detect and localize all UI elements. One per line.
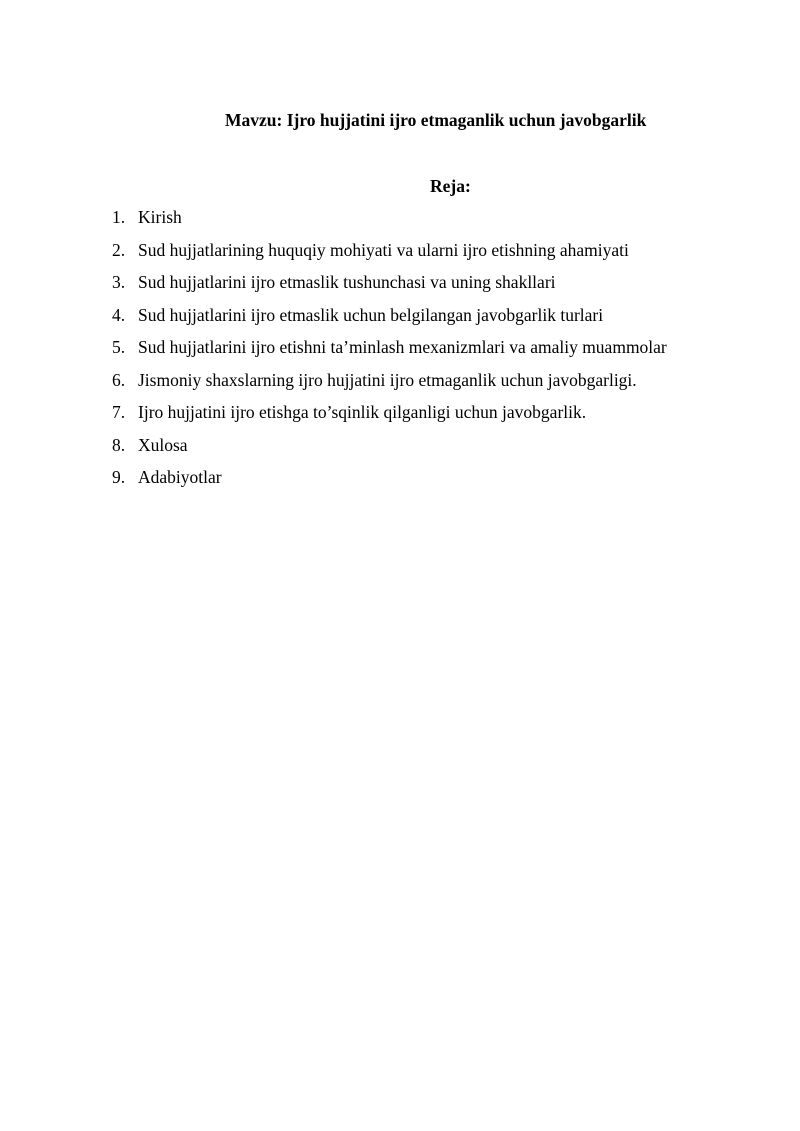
plan-item [112,303,667,336]
plan-item-text: Ijro hujjatini ijro etishga to’sqinlik qilganligi uchun javobgarlik. [138,402,587,422]
plan-item [112,335,667,368]
plan-item-text: Kirish [138,207,182,227]
plan-item-number: 9. [112,467,126,487]
plan-item [112,465,667,498]
plan-heading: Reja: [430,176,471,196]
document-title: Mavzu: Ijro hujjatini ijro etmaganlik uchun javobgarlik [225,110,647,130]
plan-item-text: Sud hujjatlarini ijro etishni ta’minlash mexanizmlari va amaliy muammolar [138,337,667,357]
plan-item-text: Adabiyotlar [138,467,222,487]
plan-item-number: 8. [112,434,126,455]
plan-item [112,238,667,271]
plan-item-number: 1. [112,207,126,227]
plan-item-text: Sud hujjatlarini ijro etmaslik uchun belgilangan javobgarlik turlari [138,304,604,325]
plan-item-number: 4. [112,304,126,325]
plan-item-number: 5. [112,337,126,357]
plan-item-number: 2. [112,239,126,260]
plan-item [112,270,667,303]
plan-item-number: 3. [112,272,126,292]
plan-item-text: Sud hujjatlarini ijro etmaslik tushunchasi va uning shakllari [138,272,556,292]
plan-item-number: 7. [112,402,126,422]
plan-item [112,433,667,466]
plan-item-number: 6. [112,369,126,390]
plan-item [112,400,667,433]
plan-item-text: Sud hujjatlarining huquqiy mohiyati va ularni ijro etishning ahamiyati [138,239,629,260]
plan-item [112,205,667,238]
plan-item-text: Xulosa [138,434,188,455]
plan-list [112,205,667,498]
plan-item-text: Jismoniy shaxslarning ijro hujjatini ijro etmaganlik uchun javobgarligi. [138,369,637,390]
plan-item [112,368,667,401]
